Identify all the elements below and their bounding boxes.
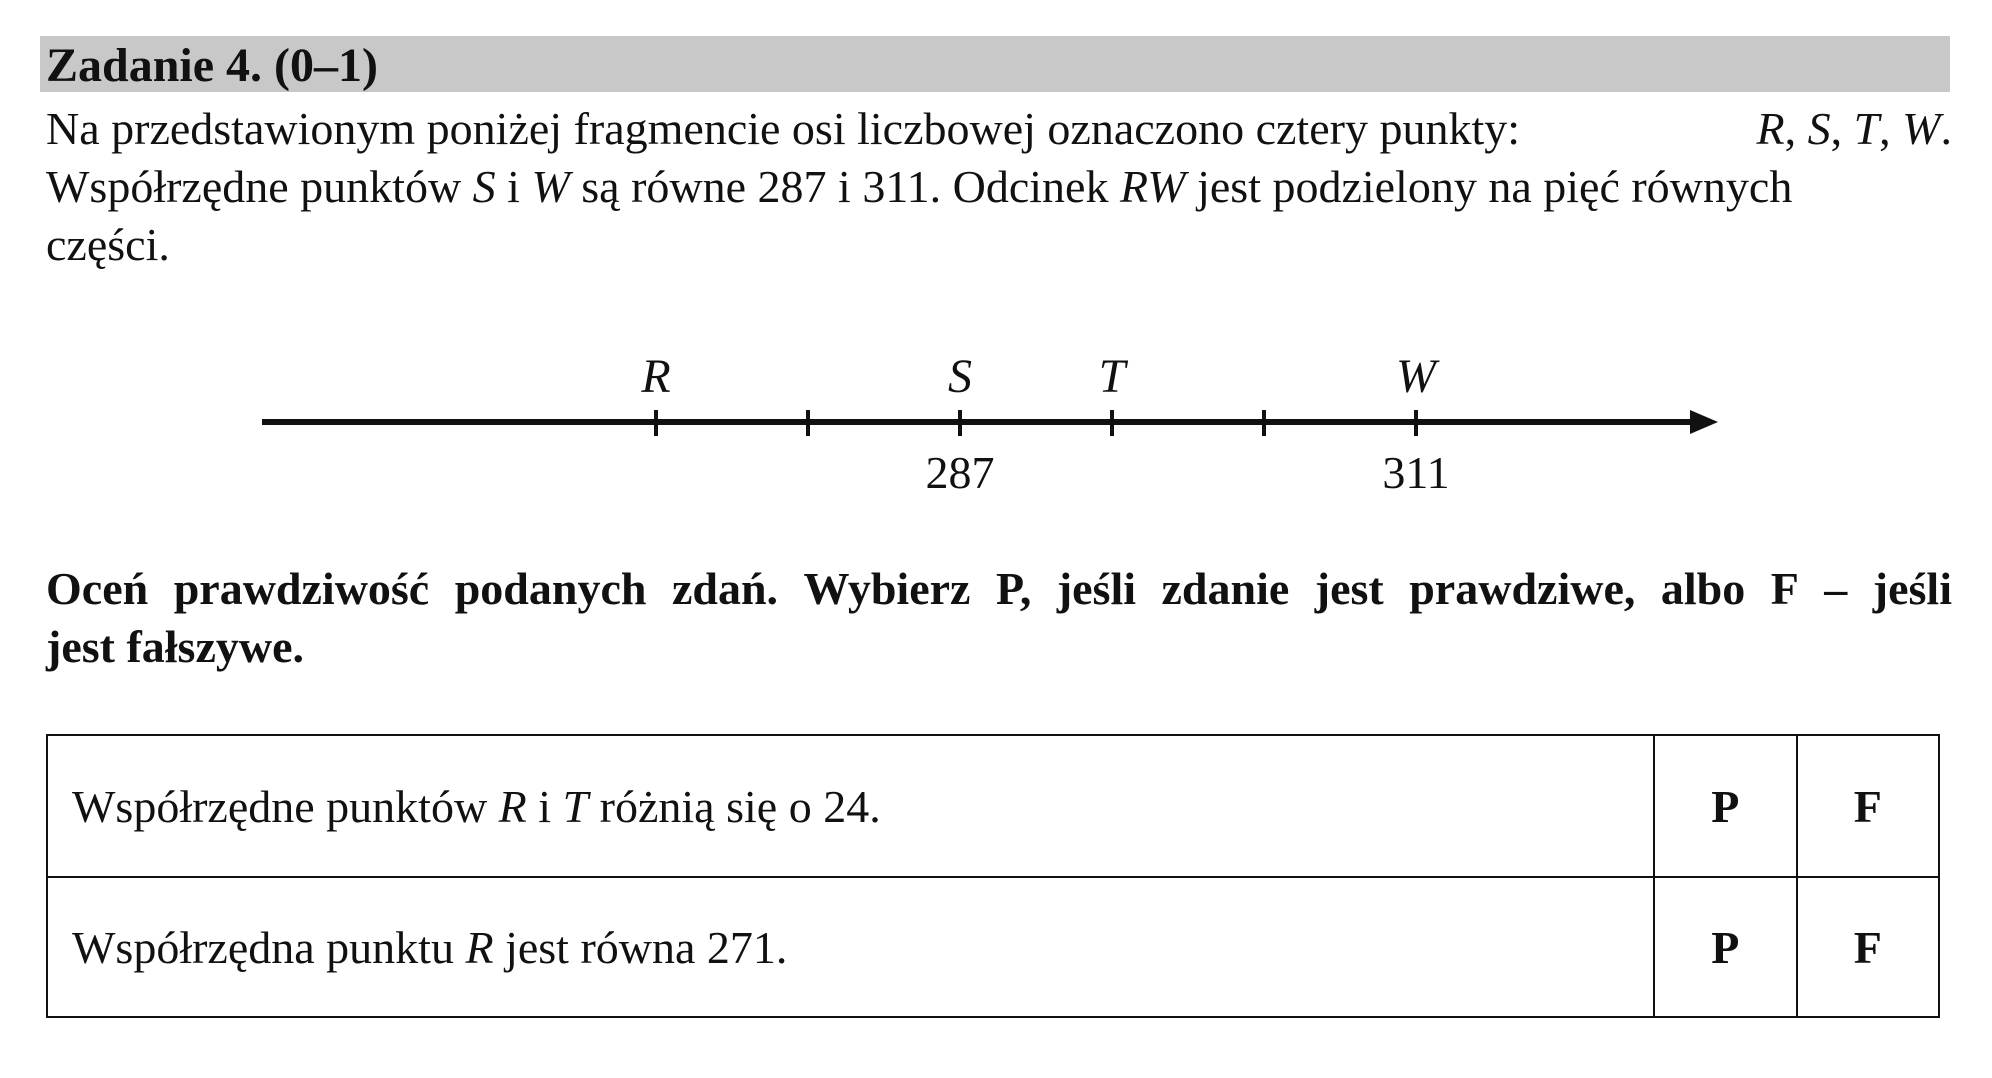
option-true-cell[interactable]: P: [1654, 735, 1796, 877]
separator: ,: [1784, 103, 1808, 154]
separator: .: [1940, 103, 1952, 154]
option-false-cell[interactable]: F: [1797, 877, 1939, 1017]
instruction-word: Wybierz: [803, 563, 971, 614]
point-name: W: [531, 161, 570, 212]
instruction-word: F: [1770, 563, 1799, 614]
instruction-word: zdań.: [671, 563, 779, 614]
instruction-text: [46, 560, 1952, 676]
task-intro-text: [46, 100, 1952, 274]
table-row: [47, 877, 1939, 1017]
number-line-diagram: [0, 340, 1992, 510]
statement-text: jest równa 271.: [493, 921, 788, 973]
instruction-word: jeśli: [1056, 563, 1137, 614]
instruction-word: jeśli: [1872, 563, 1952, 614]
instruction-word: prawdziwe,: [1409, 563, 1636, 614]
point-name: R: [1756, 103, 1785, 154]
instruction-word: podanych: [454, 563, 647, 614]
separator: ,: [1830, 103, 1854, 154]
instruction-line-1: [46, 560, 1952, 618]
point-name: T: [1853, 103, 1880, 154]
point-name: R: [465, 921, 494, 973]
point-name: S: [1807, 103, 1831, 154]
intro-text: są równe 287 i 311. Odcinek: [569, 161, 1120, 212]
point-label-w: W: [1396, 350, 1436, 403]
table-row: [47, 735, 1939, 877]
point-label-r: R: [641, 350, 671, 403]
instruction-word: zdanie: [1161, 563, 1290, 614]
intro-text: i: [495, 161, 532, 212]
statement-cell: [47, 877, 1654, 1017]
segment-name: RW: [1119, 161, 1186, 212]
instruction-word: prawdziwość: [173, 563, 430, 614]
intro-line-3: [46, 216, 1952, 274]
task-title: Zadanie 4. (0–1): [46, 39, 379, 92]
instruction-word: jest: [1314, 563, 1384, 614]
point-label-group: [640, 350, 1440, 403]
axis-arrowhead: [1690, 410, 1718, 434]
instruction-word: –: [1824, 563, 1848, 614]
intro-text: części.: [46, 219, 170, 270]
option-true-cell[interactable]: P: [1654, 877, 1796, 1017]
value-label-group: [926, 447, 1450, 498]
intro-text: Na przedstawionym poniżej fragmencie osi liczbowej oznaczono cztery punkty:: [46, 103, 1532, 154]
true-false-table: [46, 734, 1940, 1018]
instruction-word: albo: [1660, 563, 1746, 614]
intro-points-list: [1756, 100, 1952, 158]
point-name: W: [1902, 103, 1941, 154]
coordinate-label: 287: [925, 447, 995, 498]
point-label-s: S: [948, 350, 972, 403]
instruction-word: Oceń: [46, 563, 149, 614]
statement-text: i: [526, 780, 563, 832]
point-name: S: [472, 161, 496, 212]
option-false-cell[interactable]: F: [1797, 735, 1939, 877]
coordinate-label: 311: [1382, 447, 1450, 498]
intro-text: Współrzędne punktów: [46, 161, 473, 212]
statement-cell: [47, 735, 1654, 877]
statement-text: Współrzędne punktów: [72, 780, 499, 832]
statement-text: Współrzędna punktu: [72, 921, 466, 973]
point-label-t: T: [1098, 350, 1126, 403]
point-name: T: [562, 780, 589, 832]
intro-line-1: [46, 100, 1952, 158]
intro-text: jest podzielony na pięć równych: [1185, 161, 1793, 212]
instruction-line-2: jest fałszywe.: [46, 621, 305, 672]
statement-text: różnią się o 24.: [588, 780, 881, 832]
instruction-word: P,: [995, 563, 1032, 614]
separator: ,: [1879, 103, 1903, 154]
point-name: R: [498, 780, 527, 832]
intro-line-2: [46, 158, 1952, 216]
